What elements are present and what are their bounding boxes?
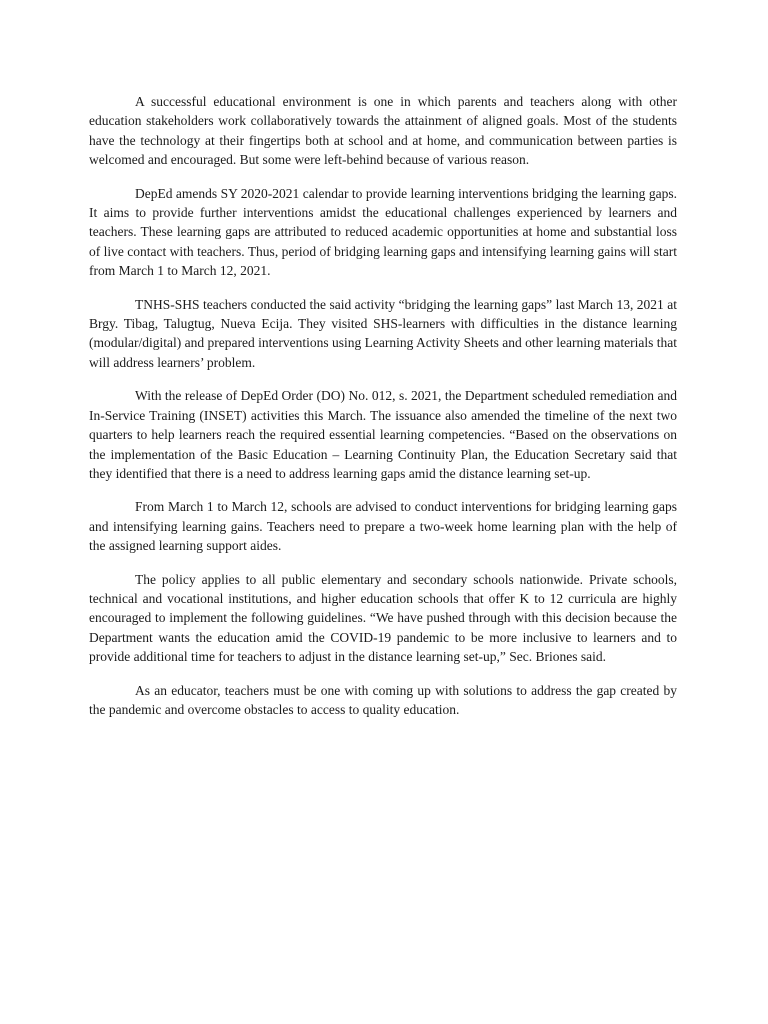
paragraph-4: With the release of DepEd Order (DO) No. 012, s. 2021, the Department scheduled remediation and In-Service Training (INSET) activities this March. The issuance also amended the timeline of the next two quarters to help learners reach the required essential learning competencies. “Based on the observations on the implementation of the Basic Education – Learning Continuity Plan, the Education Secretary said that they identified that there is a need to address learning gaps amid the distance learning set-up. (89, 388, 677, 481)
document-body (89, 92, 677, 733)
paragraph-3: TNHS-SHS teachers conducted the said activity “bridging the learning gaps” last March 13, 2021 at Brgy. Tibag, Talugtug, Nueva Ecija. They visited SHS-learners with difficulties in the distance learning (modular/digital) and prepared interventions using Learning Activity Sheets and other learning materials that will address learners’ problem. (89, 296, 677, 370)
paragraph-7: As an educator, teachers must be one with coming up with solutions to address the gap created by the pandemic and overcome obstacles to access to quality education. (89, 682, 677, 717)
paragraph-1: A successful educational environment is one in which parents and teachers along with other education stakeholders work collaboratively towards the attainment of aligned goals. Most of the students have the technology at their fingertips both at school and at home, and communication between parties is welcomed and encouraged. But some were left-behind because of various reason. (89, 94, 677, 168)
paragraph-5: From March 1 to March 12, schools are advised to conduct interventions for bridging learning gaps and intensifying learning gains. Teachers need to prepare a two-week home learning plan with the help of the assigned learning support aides. (89, 499, 677, 554)
paragraph-6: The policy applies to all public elementary and secondary schools nationwide. Private schools, technical and vocational institutions, and higher education schools that offer K to 12 curricula are highly encouraged to implement the following guidelines. “We have pushed through with this decision because the Department wants the education amid the COVID-19 pandemic to be more inclusive to learners and to provide additional time for teachers to adjust in the distance learning set-up,” Sec. Briones said. (89, 571, 677, 665)
paragraph-2: DepEd amends SY 2020-2021 calendar to provide learning interventions bridging the learning gaps. It aims to provide further interventions amidst the educational challenges experienced by learners and teachers. These learning gaps are attributed to reduced academic opportunities at home and substantial loss of live contact with teachers. Thus, period of bridging learning gaps and intensifying learning gains will start from March 1 to March 12, 2021. (89, 185, 677, 279)
